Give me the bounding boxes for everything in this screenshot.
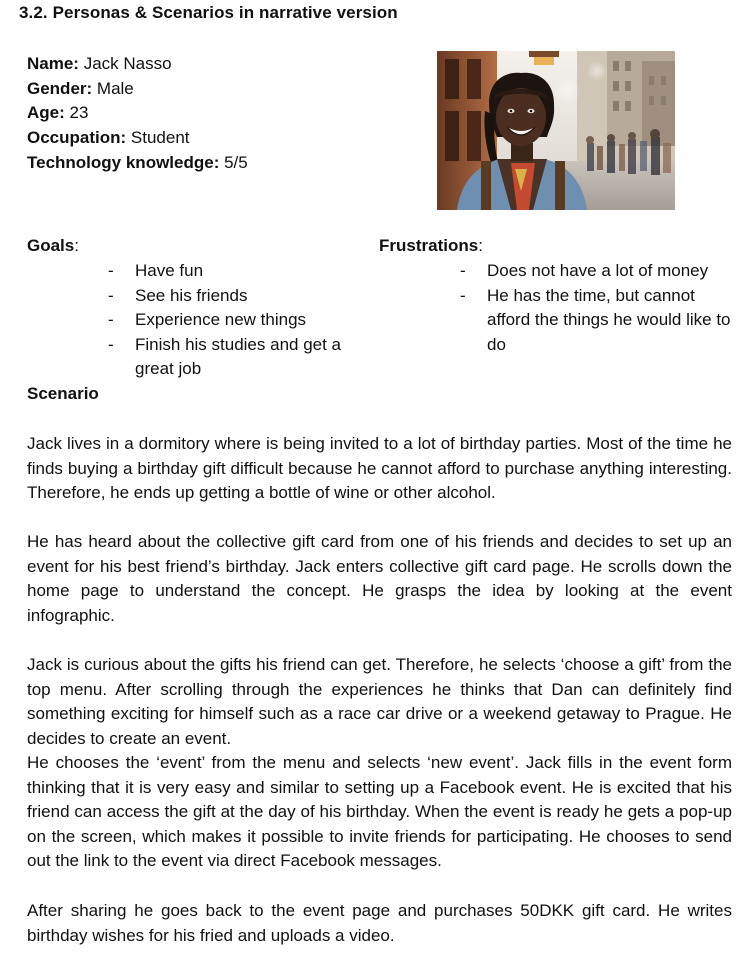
tech-label: Technology knowledge: <box>27 152 220 172</box>
section-heading: 3.2. Personas & Scenarios in narrative version <box>19 3 398 22</box>
profile-tech-row <box>27 151 417 176</box>
persona-profile <box>27 52 417 176</box>
age-label: Age: <box>27 103 65 123</box>
list-dash: - <box>460 261 466 280</box>
gender-label: Gender: <box>27 78 93 98</box>
scenario-paragraph: He chooses the ‘event’ from the menu and selects ‘new event’. Jack fills in the event form thinking that it is very easy and similar to setting up a Facebook event. He is excited that his friend can access the gift at the day of his birthday. When the event is ready he gets a pop-up on the screen, which makes it possible to invite friends for participating. He chooses to send out the link to the event via direct Facebook messages. <box>27 753 732 870</box>
name-value: Jack Nasso <box>78 54 172 73</box>
list-dash: - <box>108 261 114 280</box>
list-dash: - <box>460 285 466 305</box>
profile-gender-row <box>27 77 417 102</box>
age-value: 23 <box>64 103 89 123</box>
frustration-text: Does not have a lot of money <box>487 261 709 280</box>
gender-value: Male <box>92 78 134 98</box>
scenario-heading: Scenario <box>27 384 99 403</box>
frustrations-list <box>460 259 740 357</box>
goal-text: Finish his studies and get a great job <box>135 334 342 379</box>
list-dash: - <box>108 285 114 305</box>
tech-value: 5/5 <box>219 152 248 172</box>
frustration-text: He has the time, but cannot afford the things he would like to do <box>487 285 731 354</box>
goals-title <box>27 236 79 256</box>
list-item <box>460 259 740 284</box>
list-dash: - <box>108 310 114 330</box>
goal-text: Have fun <box>135 261 204 280</box>
occupation-value: Student <box>126 128 190 148</box>
list-item <box>108 259 368 284</box>
goals-list <box>108 259 368 382</box>
profile-name-row <box>27 52 417 77</box>
list-item <box>108 333 368 382</box>
scenario-paragraph: After sharing he goes back to the event page and purchases 50DKK gift card. He writes birthday wishes for his fried and uploads a video. <box>27 901 732 945</box>
profile-occupation-row <box>27 126 417 151</box>
list-item <box>108 284 368 309</box>
persona-photo <box>437 51 675 210</box>
list-item <box>108 308 368 333</box>
occupation-label: Occupation: <box>27 128 127 148</box>
goals-title-text: Goals <box>27 236 75 255</box>
list-dash: - <box>108 334 114 354</box>
frustrations-title <box>379 236 483 256</box>
goals-title-colon: : <box>74 236 79 255</box>
profile-age-row <box>27 101 417 126</box>
goal-text: See his friends <box>135 285 248 305</box>
goal-text: Experience new things <box>135 310 307 330</box>
frustrations-title-text: Frustrations <box>379 236 479 255</box>
scenario-paragraph: Jack is curious about the gifts his friend can get. Therefore, he selects ‘choose a gift’ from the top menu. After scrolling through the experiences he thinks that Dan can definitely find something exciting for himself such as a race car drive or a weekend getaway to Prague. He decides to create an event. <box>27 655 732 748</box>
list-item <box>460 284 740 358</box>
scenario-paragraph: He has heard about the collective gift card from one of his friends and decides to set up an event for his best friend’s birthday. Jack enters collective gift card page. He scrolls down the home page to understand the concept. He grasps the idea by looking at the event infographic. <box>27 532 732 625</box>
scenario-paragraph: Jack lives in a dormitory where is being invited to a lot of birthday parties. Most of the time he finds buying a birthday gift difficult because he cannot afford to purchase anything interesting. Therefore, he ends up getting a bottle of wine or other alcohol. <box>27 434 732 502</box>
name-label: Name: <box>27 54 79 73</box>
frustrations-title-colon: : <box>478 236 483 255</box>
